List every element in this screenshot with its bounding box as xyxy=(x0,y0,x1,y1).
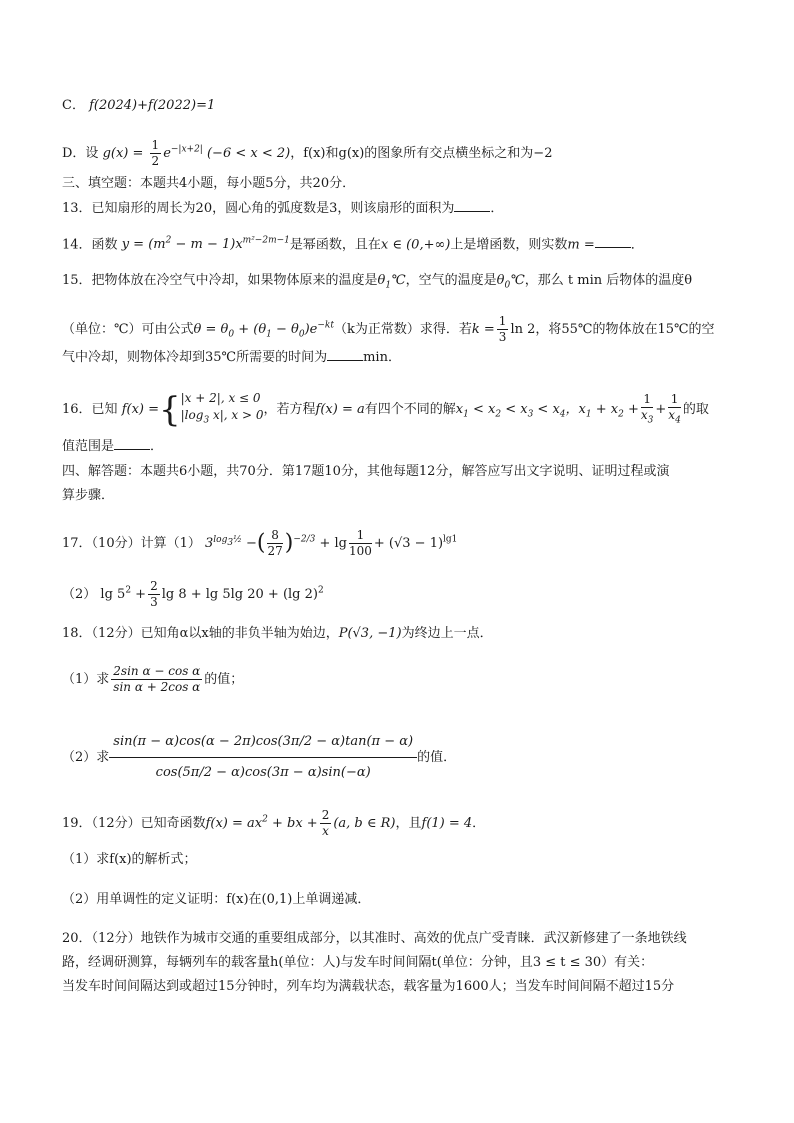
option-d-cond: (−6 < x < 2) xyxy=(206,146,291,161)
question-13: 13．已知扇形的周长为20，圆心角的弧度数是3，则该扇形的面积为 ． xyxy=(62,201,504,216)
answer-blank xyxy=(114,437,150,450)
option-c xyxy=(62,96,742,116)
answer-blank xyxy=(454,199,490,212)
question-18-part1: （1）求 $\frac{\text{2sin α − cos α}}{\text{sin α + 2cos α}}$ 的值； xyxy=(62,664,244,694)
question-19-part2: （2）用单调性的定义证明：f(x)在(0,1)上单调递减． xyxy=(62,892,371,907)
question-16-line1: 16．已知 f(x) ={ |x + 2|, x ≤ 0 $|\log_3$ x|, x > 0 ，若方程f(x) = a有四个不同的解$x_1 < x_2 < x_3 < x_4$，$x_1 + x_2$ + $\frac{1}{x_3}$ + $\frac{1}{x_4}$ 的取 xyxy=(62,389,709,430)
option-d-text: ，f(x)和g(x)的图象所有交点横坐标之和为−2 xyxy=(290,146,553,161)
question-17-part2: （2） $\lg 5^2$ + $\frac{2}{3}$ lg 8 + lg 5lg 20 + (lg 2)$^2$ xyxy=(62,579,324,609)
question-20-line1: 20．（12分）地铁作为城市交通的重要组成部分，以其准时、高效的优点广受青睐．武汉新修建了一条地铁线 xyxy=(62,931,687,946)
section-4-heading-line1: 四、解答题：本题共6小题，共70分．第17题10分，其他每题12分，解答应写出文字说明、证明过程或演 xyxy=(62,464,670,479)
answer-blank xyxy=(327,348,363,361)
question-15-line2: （单位：℃）可由公式$\theta = \theta_0 + (\theta_1 - \theta_0)e^{-kt}(k$为正常数）求得．若k = $\frac{1}{3}$ ln 2，将55℃的物体放在15℃的空 xyxy=(62,314,715,344)
question-20-line2: 路，经调研测算，每辆列车的载客量h(单位：人)与发车时间间隔t(单位：分钟，且3 ≤ t ≤ 30）有关： xyxy=(62,955,654,970)
option-d-label: D．设 xyxy=(62,146,99,161)
question-19: 19．（12分）已知奇函数$f(x) = ax^2$ + bx + $\frac{2}{x}$ (a, b ∈ R)，且f(1) = 4． xyxy=(62,808,486,838)
option-d: D．设 g(x) = $\frac{1}{2}$ $e^{-|x+2|}$ (−6 < x < 2)，f(x)和g(x)的图象所有交点横坐标之和为−2 xyxy=(62,138,553,168)
question-18: 18．（12分）已知角α以x轴的非负半轴为始边，P(√3, −1)为终边上一点． xyxy=(62,626,493,641)
question-14: 14．函数 $y = (m^2 - m - 1)x^{m^2-2m-1}$是幂函数，且在x ∈ (0,+∞)上是增函数，则实数m = ． xyxy=(62,236,644,253)
section-3-heading: 三、填空题：本题共4小题，每小题5分，共20分． xyxy=(62,176,356,191)
question-18-part2: （2）求 $\frac{\sin(\pi - \alpha)\cos(\alpha - 2\pi)\cos(3\pi/2 - \alpha)\tan(\pi - \alpha)}{\cos(5\pi/2 - \alpha)\cos(3\pi - \alpha)\sin(-\alpha)}$ 的值． xyxy=(62,727,742,788)
q13-text: 13．已知扇形的周长为20，圆心角的弧度数是3，则该扇形的面积为 xyxy=(62,201,455,216)
option-c-label: C． xyxy=(62,98,85,113)
question-15-line3: 气中冷却，则物体冷却到35℃所需要的时间为 min． xyxy=(62,350,401,365)
question-15-line1: 15．把物体放在冷空气中冷却，如果物体原来的温度是$\theta_1℃$，空气的温度是$\theta_0℃$，那么 t min 后物体的温度θ xyxy=(62,273,693,291)
question-17-part1: 17．（10分）计算（1） $3^{log_3\frac{1}{2}}$ −( $\frac{8}{27}$ )$^{-2/3}$ + lg $\frac{1}{100}$ + $(√3 - 1)^{lg1}$ xyxy=(62,528,458,558)
option-c-expr: f(2024)+f(2022)=1 xyxy=(89,98,216,113)
question-19-part1: （1）求f(x)的解析式； xyxy=(62,852,197,867)
question-20-line3: 当发车时间间隔达到或超过15分钟时，列车均为满载状态，载客量为1600人；当发车时间间隔不超过15分 xyxy=(62,979,675,994)
section-4-heading-line2: 算步骤． xyxy=(62,488,115,503)
answer-blank xyxy=(595,235,631,248)
question-16-line2: 值范围是 ． xyxy=(62,439,164,454)
